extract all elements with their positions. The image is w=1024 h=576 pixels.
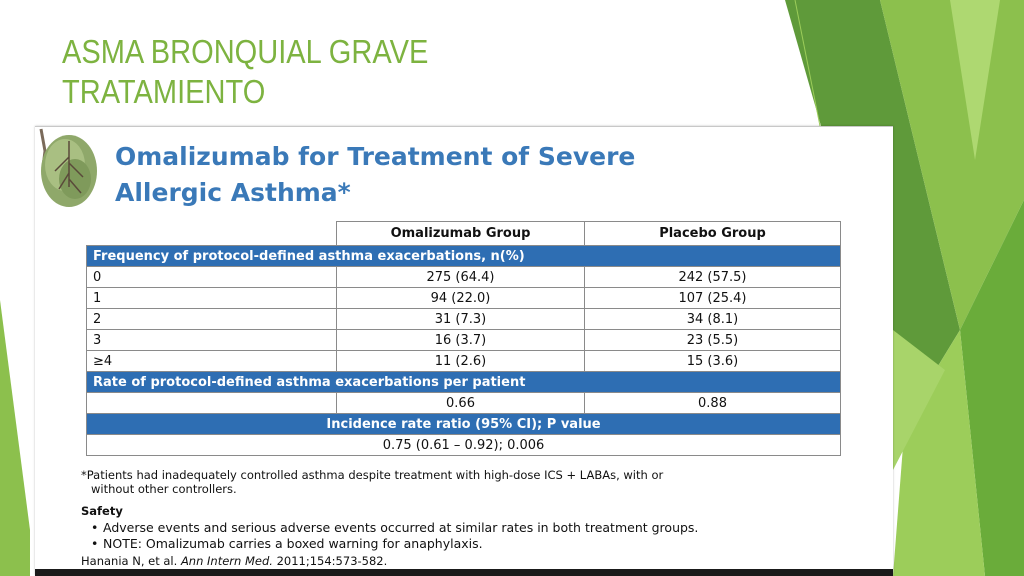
cell-irr-value: 0.75 (0.61 – 0.92); 0.006 (87, 435, 841, 456)
table-row (87, 330, 841, 351)
citation (81, 554, 861, 568)
column-header-placebo: Placebo Group (585, 222, 841, 246)
column-header-blank (87, 222, 337, 246)
table-row (87, 393, 841, 414)
cell-omalizumab: 275 (64.4) (337, 267, 585, 288)
lung-illustration-icon (35, 127, 101, 211)
section-row-frequency (87, 246, 841, 267)
slide-title (62, 32, 428, 112)
list-item: • Adverse events and serious adverse events occurred at similar rates in both treatment groups. (93, 520, 861, 536)
cell-placebo: 0.88 (585, 393, 841, 414)
section-label-irr: Incidence rate ratio (95% CI); P value (87, 414, 841, 435)
row-label: ≥4 (87, 351, 337, 372)
section-row-irr (87, 414, 841, 435)
slide-title-line1: ASMA BRONQUIAL GRAVE (62, 33, 429, 70)
results-table (86, 221, 841, 456)
column-header-omalizumab: Omalizumab Group (337, 222, 585, 246)
row-label: 1 (87, 288, 337, 309)
safety-list (81, 520, 861, 552)
section-row-rate (87, 372, 841, 393)
row-label: 3 (87, 330, 337, 351)
list-item: • NOTE: Omalizumab carries a boxed warning for anaphylaxis. (93, 536, 861, 552)
cell-placebo: 23 (5.5) (585, 330, 841, 351)
cell-omalizumab: 94 (22.0) (337, 288, 585, 309)
section-label-rate: Rate of protocol-defined asthma exacerbations per patient (87, 372, 841, 393)
table-row (87, 351, 841, 372)
row-label: 0 (87, 267, 337, 288)
safety-heading: Safety (81, 504, 123, 518)
content-panel (35, 126, 893, 575)
cell-placebo: 34 (8.1) (585, 309, 841, 330)
table-row (87, 288, 841, 309)
bottom-strip (35, 569, 893, 576)
citation-details: 2011;154:573-582. (272, 554, 388, 568)
cell-omalizumab: 16 (3.7) (337, 330, 585, 351)
citation-journal: Ann Intern Med. (180, 554, 273, 568)
table-header-row (87, 222, 841, 246)
cell-omalizumab: 0.66 (337, 393, 585, 414)
table-row (87, 435, 841, 456)
slide-title-line2: TRATAMIENTO (62, 73, 266, 110)
row-label (87, 393, 337, 414)
cell-placebo: 107 (25.4) (585, 288, 841, 309)
cell-omalizumab: 11 (2.6) (337, 351, 585, 372)
table-row (87, 267, 841, 288)
panel-heading (115, 139, 635, 211)
footnote-line2: without other controllers. (91, 482, 237, 496)
row-label: 2 (87, 309, 337, 330)
citation-authors: Hanania N, et al. (81, 554, 181, 568)
panel-heading-line1: Omalizumab for Treatment of Severe (115, 142, 636, 171)
cell-omalizumab: 31 (7.3) (337, 309, 585, 330)
notes-block (81, 468, 861, 568)
cell-placebo: 242 (57.5) (585, 267, 841, 288)
left-accent-bar (0, 300, 30, 576)
cell-placebo: 15 (3.6) (585, 351, 841, 372)
table-row (87, 309, 841, 330)
panel-heading-line2: Allergic Asthma* (115, 178, 351, 207)
section-label-frequency: Frequency of protocol-defined asthma exacerbations, n(%) (87, 246, 841, 267)
footnote-line1: *Patients had inadequately controlled asthma despite treatment with high-dose ICS + LABAs, with or (81, 468, 664, 482)
